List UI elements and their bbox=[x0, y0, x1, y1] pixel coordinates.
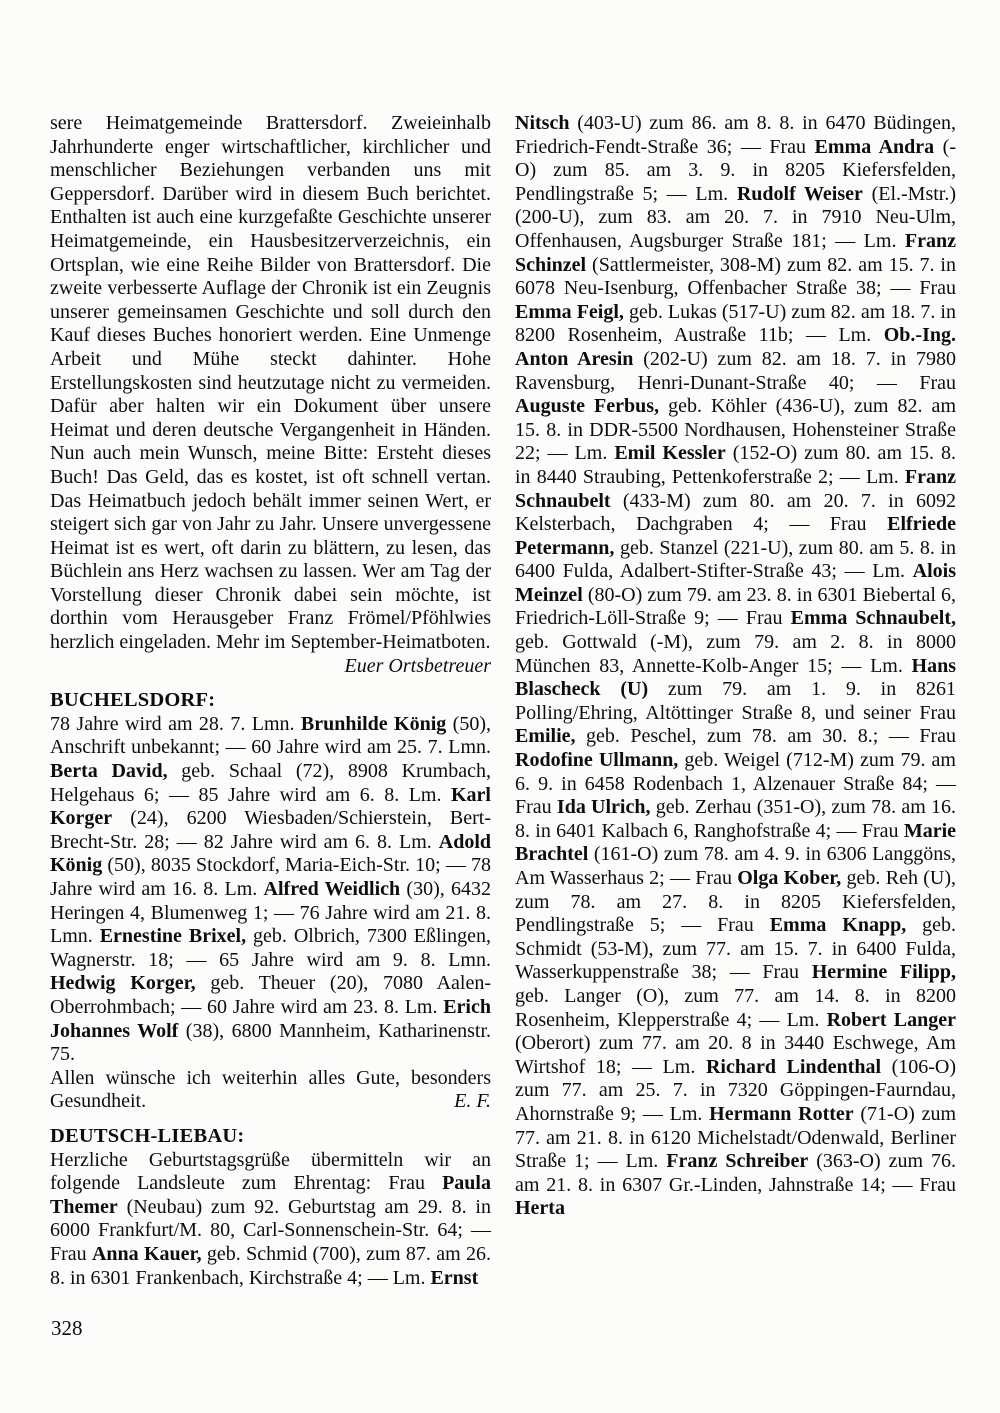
page-number: 328 bbox=[51, 1316, 83, 1340]
bold-text-run: Franz Schnaubelt bbox=[515, 465, 956, 512]
bold-text-run: Hedwig Korger, bbox=[50, 972, 196, 995]
text-run: 78 Jahre wird am 28. 7. Lmn. bbox=[50, 712, 301, 735]
bold-text-run: Emma Schnaubelt, bbox=[790, 607, 956, 630]
bold-text-run: Robert Langer bbox=[826, 1008, 956, 1031]
text-run: (80-O) zum 79. am 23. 8. in 6301 Biebertal 6, Friedrich-Löll-Straße 9; — Frau bbox=[515, 583, 956, 630]
text-run: (433-M) zum 80. am 20. 7. in 6092 Kelsterbach, Dachgraben 4; — Frau bbox=[515, 489, 956, 536]
bold-text-run: Emma Knapp, bbox=[769, 914, 907, 937]
bold-text-run: Alfred Weidlich bbox=[263, 878, 401, 900]
bold-text-run: Emil Kessler bbox=[614, 442, 726, 465]
text-run: geb. Schmidt (53-M), zum 77. am 15. 7. in 6400 Fulda, Wasserkuppenstraße 38; — Frau bbox=[515, 914, 956, 984]
text-run: geb. Zerhau (351-O), zum 78. am 16. 8. in 6401 Kalbach 6, Ranghofstraße 4; — Frau bbox=[515, 796, 956, 842]
text-run: (152-O) zum 80. am 15. 8. in 8440 Straubing, Pettenkoferstraße 2; — Lm. bbox=[515, 442, 956, 488]
bold-text-run: Adold König bbox=[50, 830, 491, 877]
bold-text-run: Hermann Rotter bbox=[709, 1102, 854, 1125]
bold-text-run: Richard Lindenthal bbox=[705, 1055, 881, 1078]
italic-text-run: Euer Ortsbetreuer bbox=[344, 654, 491, 677]
bold-text-run: Marie Brachtel bbox=[515, 819, 956, 866]
section-heading bbox=[50, 1125, 491, 1149]
bold-text-run: Brunhilde König bbox=[300, 712, 447, 735]
bold-text-run: Alois Meinzel bbox=[515, 560, 956, 606]
bold-text-run: Emilie, bbox=[515, 725, 576, 748]
text-run: (El.-Mstr.) (200-U), zum 83. am 20. 7. in 7910 Neu-Ulm, Offenhausen, Augsburger Straße 181; — Lm. bbox=[515, 182, 956, 252]
text-run: (38), 6800 Mannheim, Katharinenstr. 75. bbox=[50, 1019, 491, 1066]
bold-text-run: Olga Kober, bbox=[737, 867, 842, 889]
bold-text-run: Rodofine Ullmann, bbox=[515, 749, 679, 772]
bold-text-run: Herta bbox=[515, 1197, 565, 1220]
text-run: Herzliche Geburtstagsgrüße übermitteln wir an folgende Landsleute zum Ehrentag: Frau bbox=[50, 1148, 491, 1195]
text-run: geb. Schmid (700), zum 87. am 26. 8. in 6301 Frankenbach, Kirchstraße 4; — Lm. bbox=[50, 1242, 491, 1289]
text-run: (403-U) zum 86. am 8. 8. in 6470 Büdingen, Friedrich-Fendt-Straße 36; — Frau bbox=[515, 112, 956, 158]
bold-text-run: Emma Andra bbox=[814, 135, 935, 158]
signature-byline bbox=[50, 655, 491, 679]
section-heading bbox=[50, 689, 491, 713]
text-run: geb. Gottwald (-M), zum 79. am 2. 8. in 8000 München 83, Annette-Kolb-Anger 15; — Lm. bbox=[515, 631, 956, 677]
text-run: (30), 6432 Heringen 4, Blumenweg 1; — 76 Jahre wird am 21. 8. Lmn. bbox=[50, 878, 491, 948]
text-run: (Neubau) zum 92. Geburtstag am 29. 8. in 6000 Frankfurt/M. 80, Carl-Sonnenschein-Str. 64; — Frau bbox=[50, 1195, 491, 1265]
text-run: geb. Lukas (517-U) zum 82. am 18. 7. in 8200 Rosenheim, Austraße 11b; — Lm. bbox=[515, 300, 956, 347]
body-paragraph bbox=[515, 112, 956, 1221]
text-run: geb. Peschel, zum 78. am 30. 8.; — Frau bbox=[575, 725, 956, 748]
bold-text-run: Emma Feigl, bbox=[515, 300, 624, 323]
text-run: geb. Langer (O), zum 77. am 14. 8. in 8200 Rosenheim, Klepperstraße 4; — Lm. bbox=[515, 984, 956, 1031]
bold-text-run: Karl Korger bbox=[50, 783, 491, 830]
text-run: Allen wünsche ich weiterhin alles Gute, besonders Gesundheit. bbox=[50, 1066, 491, 1113]
bold-text-run: Franz Schreiber bbox=[666, 1150, 809, 1173]
bold-text-run: Ida Ulrich, bbox=[556, 796, 651, 819]
signature-initials: E. F. bbox=[454, 1090, 491, 1113]
text-run: (106-O) zum 77. am 25. 7. in 7320 Göppingen-Faurndau, Ahornstraße 9; — Lm. bbox=[515, 1055, 956, 1125]
bold-text-run: Ernst bbox=[430, 1266, 479, 1289]
text-run: (24), 6200 Wiesbaden/Schierstein, Bert-Brecht-Str. 28; — 82 Jahre wird am 6. 8. Lm. bbox=[50, 807, 491, 853]
text-run: (363-O) zum 76. am 21. 8. in 6307 Gr.-Linden, Jahnstraße 14; — Frau bbox=[515, 1150, 956, 1196]
text-run: sere Heimatgemeinde Brattersdorf. Zweieinhalb Jahrhunderte enger wirtschaftlicher, kirchlicher und menschlicher Beziehungen verbanden uns mit Geppersdorf. Darüber wird in diesem Buch berichtet. Enthalten ist auch eine kurzgefaßte Geschichte unserer Heimatgemeinde, ein Hausbesitzerverzeichnis, ein Ortsplan, wie eine Reihe Bilder von Brattersdorf. Die zweite verbesserte Auflage der Chronik ist ein Zeugnis unserer gemeinsamen Geschichte und soll durch den Kauf dieses Buches honoriert werden. Eine Unmenge Arbeit und Mühe steckt dahinter. Hohe Erstellungskosten sind heutzutage nicht zu vermeiden. Dafür aber halten wir ein Dokument über unsere Heimat und deren deutsche Vergangenheit in Händen. Nun auch mein Wunsch, meine Bitte: Ersteht dieses Buch! Das Geld, das es kostet, ist oft schnell vertan. Das Heimatbuch jedoch behält immer seinen Wert, er steigert sich gar von Jahr zu Jahr. Unsere unvergessene Heimat ist es wert, oft darin zu blättern, zu lesen, das Büchlein ans Herz wachsen zu lassen. Wer am Tag der Vorstellung dieser Chronik dabei sein möchte, ist dorthin vom Herausgeber Franz Frömel/Pföhlwies herzlich eingeladen. Mehr im September-Heimatboten. bbox=[50, 112, 491, 654]
right-column bbox=[515, 112, 956, 1290]
bold-text-run: BUCHELSDORF: bbox=[50, 689, 216, 712]
text-run: geb. Olbrich, 7300 Eßlingen, Wagnerstr. 18; — 65 Jahre wird am 9. 8. Lmn. bbox=[50, 925, 491, 971]
bold-text-run: Hermine Filipp, bbox=[811, 961, 956, 984]
text-run: (Sattlermeister, 308-M) zum 82. am 15. 7. in 6078 Neu-Isenburg, Offenbacher Straße 38; — Frau bbox=[515, 253, 956, 300]
bold-text-run: Auguste Ferbus, bbox=[515, 395, 660, 418]
bold-text-run: Nitsch bbox=[515, 112, 570, 134]
bold-text-run: Rudolf Weiser bbox=[736, 182, 863, 205]
bold-text-run: Elfriede Petermann, bbox=[515, 513, 956, 559]
body-paragraph bbox=[50, 112, 491, 655]
text-run: (50), 8035 Stockdorf, Maria-Eich-Str. 10; — 78 Jahre wird am 16. 8. Lm. bbox=[50, 854, 491, 900]
bold-text-run: Franz Schinzel bbox=[515, 229, 956, 276]
text-columns bbox=[50, 112, 956, 1290]
text-run: geb. Köhler (436-U), zum 82. am 15. 8. in DDR-5500 Nordhausen, Hohensteiner Straße 22; — Lm. bbox=[515, 395, 956, 465]
text-run: (161-O) zum 78. am 4. 9. in 6306 Langgöns, Am Wasserhaus 2; — Frau bbox=[515, 843, 956, 889]
bold-text-run: Berta David, bbox=[50, 760, 168, 783]
text-run: (202-U) zum 82. am 18. 7. in 7980 Ravensburg, Henri-Dunant-Straße 40; — Frau bbox=[515, 347, 956, 394]
left-column bbox=[50, 112, 491, 1290]
bold-text-run: Erich Johannes Wolf bbox=[50, 995, 491, 1042]
text-run: geb. Schaal (72), 8908 Krumbach, Helgehaus 6; — 85 Jahre wird am 6. 8. Lm. bbox=[50, 760, 491, 806]
text-run: geb. Weigel (712-M) zum 79. am 6. 9. in 6458 Rodenbach 1, Alzenauer Straße 84; — Frau bbox=[515, 749, 956, 819]
text-run: geb. Reh (U), zum 78. am 27. 8. in 8205 Kiefersfelden, Pendlingstraße 5; — Frau bbox=[515, 867, 957, 937]
text-run: geb. Stanzel (221-U), zum 80. am 5. 8. in 6400 Fulda, Adalbert-Stifter-Straße 43; — Lm. bbox=[515, 536, 956, 583]
bold-text-run: Ob.-Ing. Anton Aresin bbox=[515, 324, 956, 370]
text-run: (50), Anschrift unbekannt; — 60 Jahre wird am 25. 7. Lmn. bbox=[50, 712, 491, 759]
body-paragraph bbox=[50, 1067, 491, 1114]
text-run: (-O) zum 85. am 3. 9. in 8205 Kiefersfelden, Pendlingstraße 5; — Lm. bbox=[515, 135, 956, 205]
text-run: (Oberort) zum 77. am 20. 8 in 3440 Eschwege, Am Wirtshof 18; — Lm. bbox=[515, 1032, 956, 1078]
body-paragraph bbox=[50, 713, 491, 1067]
text-run: geb. Theuer (20), 7080 Aalen-Oberrohmbach; — 60 Jahre wird am 23. 8. Lm. bbox=[50, 972, 491, 1018]
body-paragraph bbox=[50, 1149, 491, 1291]
bold-text-run: Anna Kauer, bbox=[91, 1242, 202, 1265]
text-run: (71-O) zum 77. am 21. 8. in 6120 Michelstadt/Odenwald, Berliner Straße 1; — Lm. bbox=[515, 1102, 957, 1173]
bold-text-run: Hans Blascheck (U) bbox=[515, 654, 956, 701]
text-run: zum 79. am 1. 9. in 8261 Polling/Ehring, Altöttinger Straße 8, und seiner Frau bbox=[515, 678, 956, 724]
bold-text-run: DEUTSCH-LIEBAU: bbox=[50, 1124, 245, 1147]
bold-text-run: Ernestine Brixel, bbox=[99, 925, 247, 948]
bold-text-run: Paula Themer bbox=[50, 1172, 491, 1218]
